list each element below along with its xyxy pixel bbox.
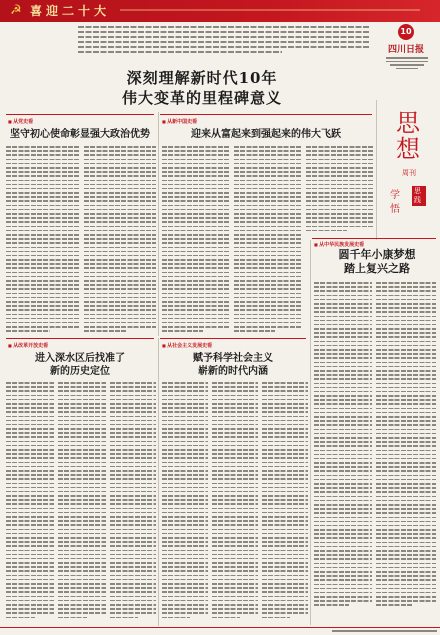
article-column	[58, 382, 106, 624]
article-column	[162, 382, 208, 624]
headline-line-1: 深刻理解新时代10年	[126, 69, 278, 87]
reform-title-line-1: 进入深水区后找准了	[35, 353, 125, 364]
side-title-line-2: 踏上复兴之路	[344, 262, 410, 275]
section-title-socialism	[160, 352, 306, 378]
page-number-badge: 10	[398, 24, 414, 40]
article-column	[84, 146, 156, 336]
section-tag-socialism: ■ 从社会主义发展史看	[162, 342, 212, 349]
column-divider	[158, 112, 159, 336]
party-emblem-icon: ☭	[10, 3, 22, 18]
section-rule	[6, 338, 154, 339]
side-title-line-1: 圆千年小康梦想	[338, 248, 416, 261]
article-column	[162, 146, 230, 336]
footer-info	[312, 628, 437, 632]
headline-line-2: 伟大变革的里程碑意义	[121, 89, 282, 107]
reform-title-line-2: 新的历史定位	[50, 366, 110, 377]
column-title: 思想	[396, 109, 422, 163]
slogan-char-2: 悟	[390, 204, 400, 215]
article-column	[110, 382, 156, 624]
banner-divider	[120, 9, 420, 11]
column-subtitle: 周刊	[402, 169, 416, 177]
article-column	[262, 382, 308, 624]
section-rule	[312, 238, 436, 239]
column-slogan	[390, 186, 430, 214]
section-tag-newchina: ■ 从新中国史看	[162, 118, 197, 125]
section-tag-party: ■ 从党史看	[8, 118, 33, 125]
section-tag-nation: ■ 从中华民族发展史看	[314, 241, 364, 248]
section-rule	[160, 338, 306, 339]
article-column	[376, 282, 436, 622]
socialism-title-line-1: 赋予科学社会主义	[193, 353, 273, 364]
column-divider	[376, 100, 377, 240]
article-column	[6, 146, 80, 336]
section-rule	[160, 114, 372, 115]
masthead-info	[380, 55, 434, 71]
main-headline	[52, 68, 352, 108]
article-column	[234, 146, 302, 336]
section-title-newchina: 迎来从富起来到强起来的伟大飞跃	[191, 129, 341, 140]
article-column	[314, 282, 372, 622]
column-divider	[158, 338, 159, 626]
socialism-title-line-2: 崭新的时代内涵	[198, 366, 268, 377]
column-divider	[310, 240, 311, 625]
article-column	[306, 146, 374, 236]
slogan-box: 思践	[412, 186, 426, 206]
section-rule	[6, 114, 154, 115]
section-tag-reform: ■ 从改革开放史看	[8, 342, 48, 349]
side-article-title	[318, 248, 436, 276]
article-column	[212, 382, 258, 624]
intro-paragraph	[78, 26, 370, 56]
article-column	[6, 382, 54, 624]
section-title-party: 坚守初心使命彰显强大政治优势	[10, 129, 150, 140]
banner-title: 喜迎二十大	[30, 4, 111, 18]
section-title-reform	[6, 352, 154, 378]
slogan-char-1: 学	[390, 190, 400, 201]
newspaper-name: 四川日报	[387, 45, 424, 55]
